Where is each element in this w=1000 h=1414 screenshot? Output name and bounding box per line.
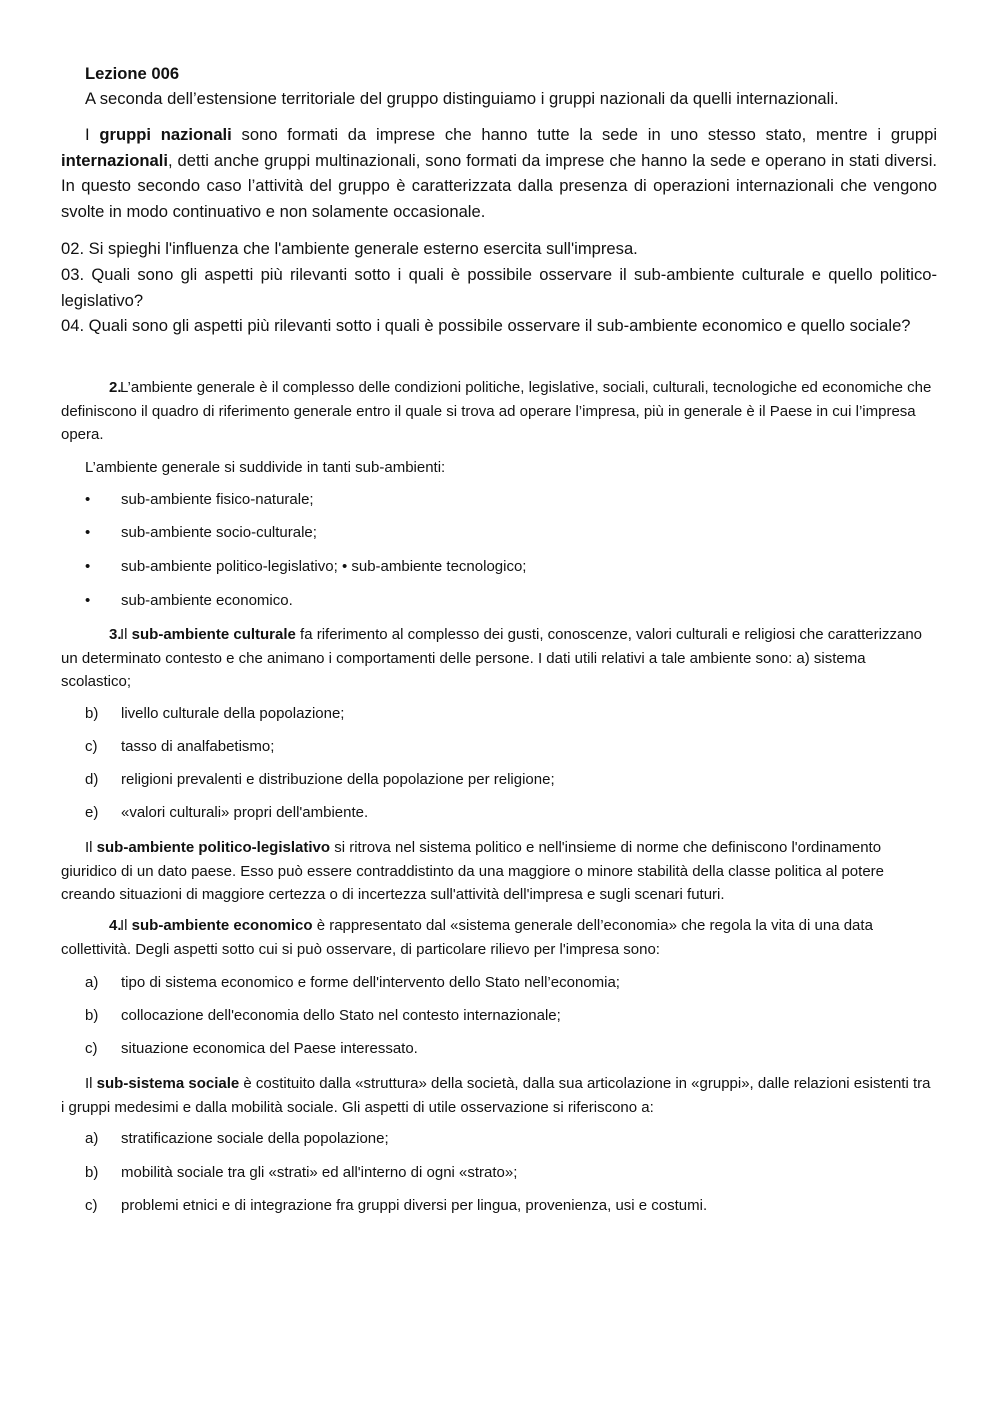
question-04: 04. Quali sono gli aspetti più rilevanti sotto i quali è possibile osservare il sub-ambiente economico e quello sociale? [61,316,911,335]
bullet-marker: • [85,524,91,541]
bullet-marker: • [85,491,91,508]
answer-2-paragraph: 2.L’ambiente generale è il complesso delle condizioni politiche, legislative, sociali, culturali, tecnologiche ed economiche che definiscono il quadro di riferimento generale entro il quale si trova ad operare l’impresa, più in generale è il Paese in cui l’impresa opera. [61,376,937,447]
list-item: c) situazione economica del Paese interessato. [85,1038,935,1060]
bold-term: sub-ambiente economico [131,917,313,934]
answer-number: 3. [109,626,122,643]
list-item: • sub-ambiente fisico-naturale; [85,489,935,511]
answer-4-paragraph: 4.Il sub-ambiente economico è rappresentato dal «sistema generale dell’economia» che regola la vita di una data collettività. Degli aspetti sotto cui si può osservare, di particolare rilievo per l'impresa sono: [61,914,937,961]
list-marker: b) [85,1164,99,1181]
groups-paragraph: I gruppi nazionali sono formati da imprese che hanno tutte la sede in uno stesso stato, mentre i gruppi internazionali, detti anche gruppi multinazionali, sono formati da imprese che hanno la sede e operano in stati diversi. In questo secondo caso l’attività del gruppo è caratterizzata dalla presenza di operazioni internazionali che vengono svolte in modo continuativo e non solamente occasionale. [61,125,938,221]
bullet-marker: • [85,558,91,575]
answer-number: 4. [109,917,122,934]
list-marker: a) [85,974,99,991]
list-marker: e) [85,804,99,821]
sub-environments-intro: L’ambiente generale si suddivide in tanti sub-ambienti: [85,459,446,476]
bold-term: internazionali [61,150,168,170]
lesson-intro: A seconda dell’estensione territoriale del gruppo distinguiamo i gruppi nazionali da quelli internazionali. [85,89,839,108]
list-item: b) mobilità sociale tra gli «strati» ed all'interno di ogni «strato»; [85,1162,935,1184]
bold-term: sub-ambiente culturale [131,626,296,643]
list-item: a) tipo di sistema economico e forme dell'intervento dello Stato nell’economia; [85,972,935,994]
list-marker: b) [85,1007,99,1024]
list-marker: c) [85,738,98,755]
social-system-paragraph: Il sub-sistema sociale è costituito dalla «struttura» della società, dalla sua articolazione in «gruppi», dalle relazioni esistenti tra i gruppi medesimi e dalla mobilità sociale. Gli aspetti di utile osservazione si riferiscono a: [61,1075,931,1116]
list-marker: d) [85,771,99,788]
bullet-marker: • [85,592,91,609]
list-marker: a) [85,1130,99,1147]
list-marker: c) [85,1040,98,1057]
list-item: b) collocazione dell'economia dello Stato nel contesto internazionale; [85,1005,935,1027]
list-item: c) tasso di analfabetismo; [85,736,935,758]
list-marker: b) [85,705,99,722]
list-marker: c) [85,1197,98,1214]
answer-3-paragraph: 3.Il sub-ambiente culturale fa riferimento al complesso dei gusti, conoscenze, valori culturali e religiosi che caratterizzano un determinato contesto e che animano i comportamenti delle persone. I dati utili relativi a tale ambiente sono: a) sistema scolastico; [61,623,937,694]
political-legislative-paragraph: Il sub-ambiente politico-legislativo si ritrova nel sistema politico e nell'insieme di norme che definiscono l'ordinamento giuridico di un dato paese. Esso può essere contraddistinto da una maggiore o minore stabilità della classe politica al potere creando situazioni di maggiore certezza o di incertezza sull'attività dell'impresa e sugli scenari futuri. [61,839,884,903]
list-item: e) «valori culturali» propri dell'ambiente. [85,802,935,824]
bold-term: sub-ambiente politico-legislativo [96,839,331,856]
question-03: 03. Quali sono gli aspetti più rilevanti sotto i quali è possibile osservare il sub-ambiente culturale e quello politico-legislativo? [61,265,937,310]
list-item: c) problemi etnici e di integrazione fra gruppi diversi per lingua, provenienza, usi e costumi. [85,1195,935,1217]
bold-term: sub-sistema sociale [96,1075,240,1092]
list-item: • sub-ambiente politico-legislativo; • sub-ambiente tecnologico; [85,556,935,578]
bold-term: gruppi nazionali [99,125,232,144]
list-item: d) religioni prevalenti e distribuzione della popolazione per religione; [85,769,935,791]
lesson-title: Lezione 006 [85,64,180,83]
list-item: • sub-ambiente economico. [85,590,935,612]
question-02: 02. Si spieghi l'influenza che l'ambiente generale esterno esercita sull'impresa. [61,239,638,258]
answer-number: 2. [109,379,122,396]
list-item: • sub-ambiente socio-culturale; [85,522,935,544]
list-item: a) stratificazione sociale della popolazione; [85,1128,935,1150]
list-item: b) livello culturale della popolazione; [85,703,935,725]
